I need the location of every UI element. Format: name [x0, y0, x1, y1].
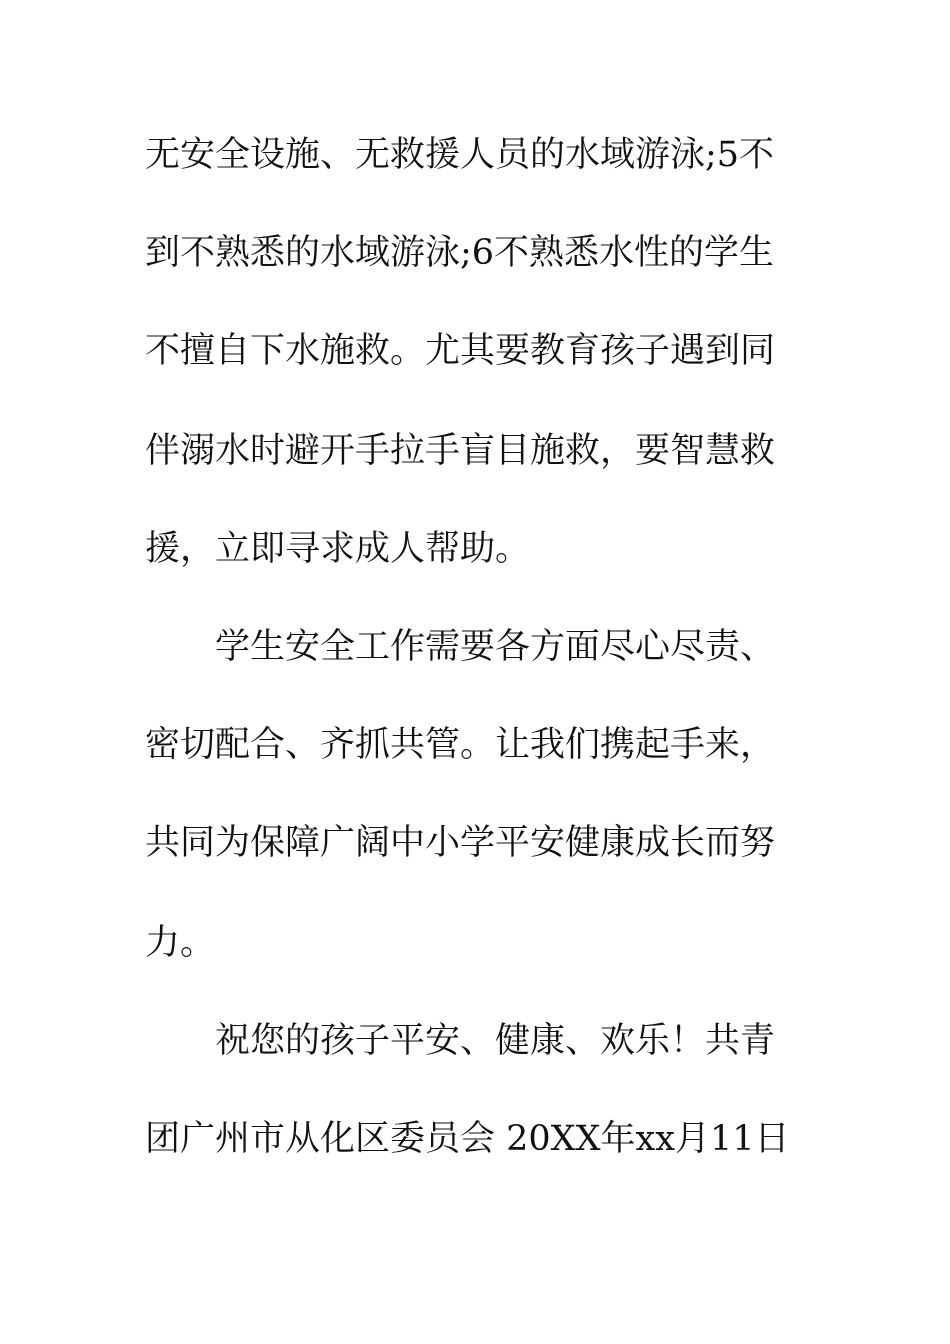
text-line: 力。 — [145, 923, 216, 963]
text-line: 不擅自下水施救。尤其要教育孩子遇到同 — [145, 331, 776, 371]
signature-date-line: 团广州市从化区委员会 20XX年xx月11日 — [145, 1119, 790, 1159]
text-line: 密切配合、齐抓共管。让我们携起手来， — [145, 725, 776, 765]
paragraph-start-line: 祝您的孩子平安、健康、欢乐！共青 — [215, 1021, 776, 1061]
paragraph-start-line: 学生安全工作需要各方面尽心尽责、 — [215, 627, 776, 667]
text-line: 到不熟悉的水域游泳;6不熟悉水性的学生 — [145, 233, 775, 273]
text-line: 无安全设施、无救援人员的水域游泳;5不 — [145, 135, 775, 175]
text-line: 伴溺水时避开手拉手盲目施救，要智慧救 — [145, 431, 776, 471]
text-line: 援，立即寻求成人帮助。 — [145, 529, 531, 569]
text-line: 共同为保障广阔中小学平安健康成长而努 — [145, 823, 776, 863]
